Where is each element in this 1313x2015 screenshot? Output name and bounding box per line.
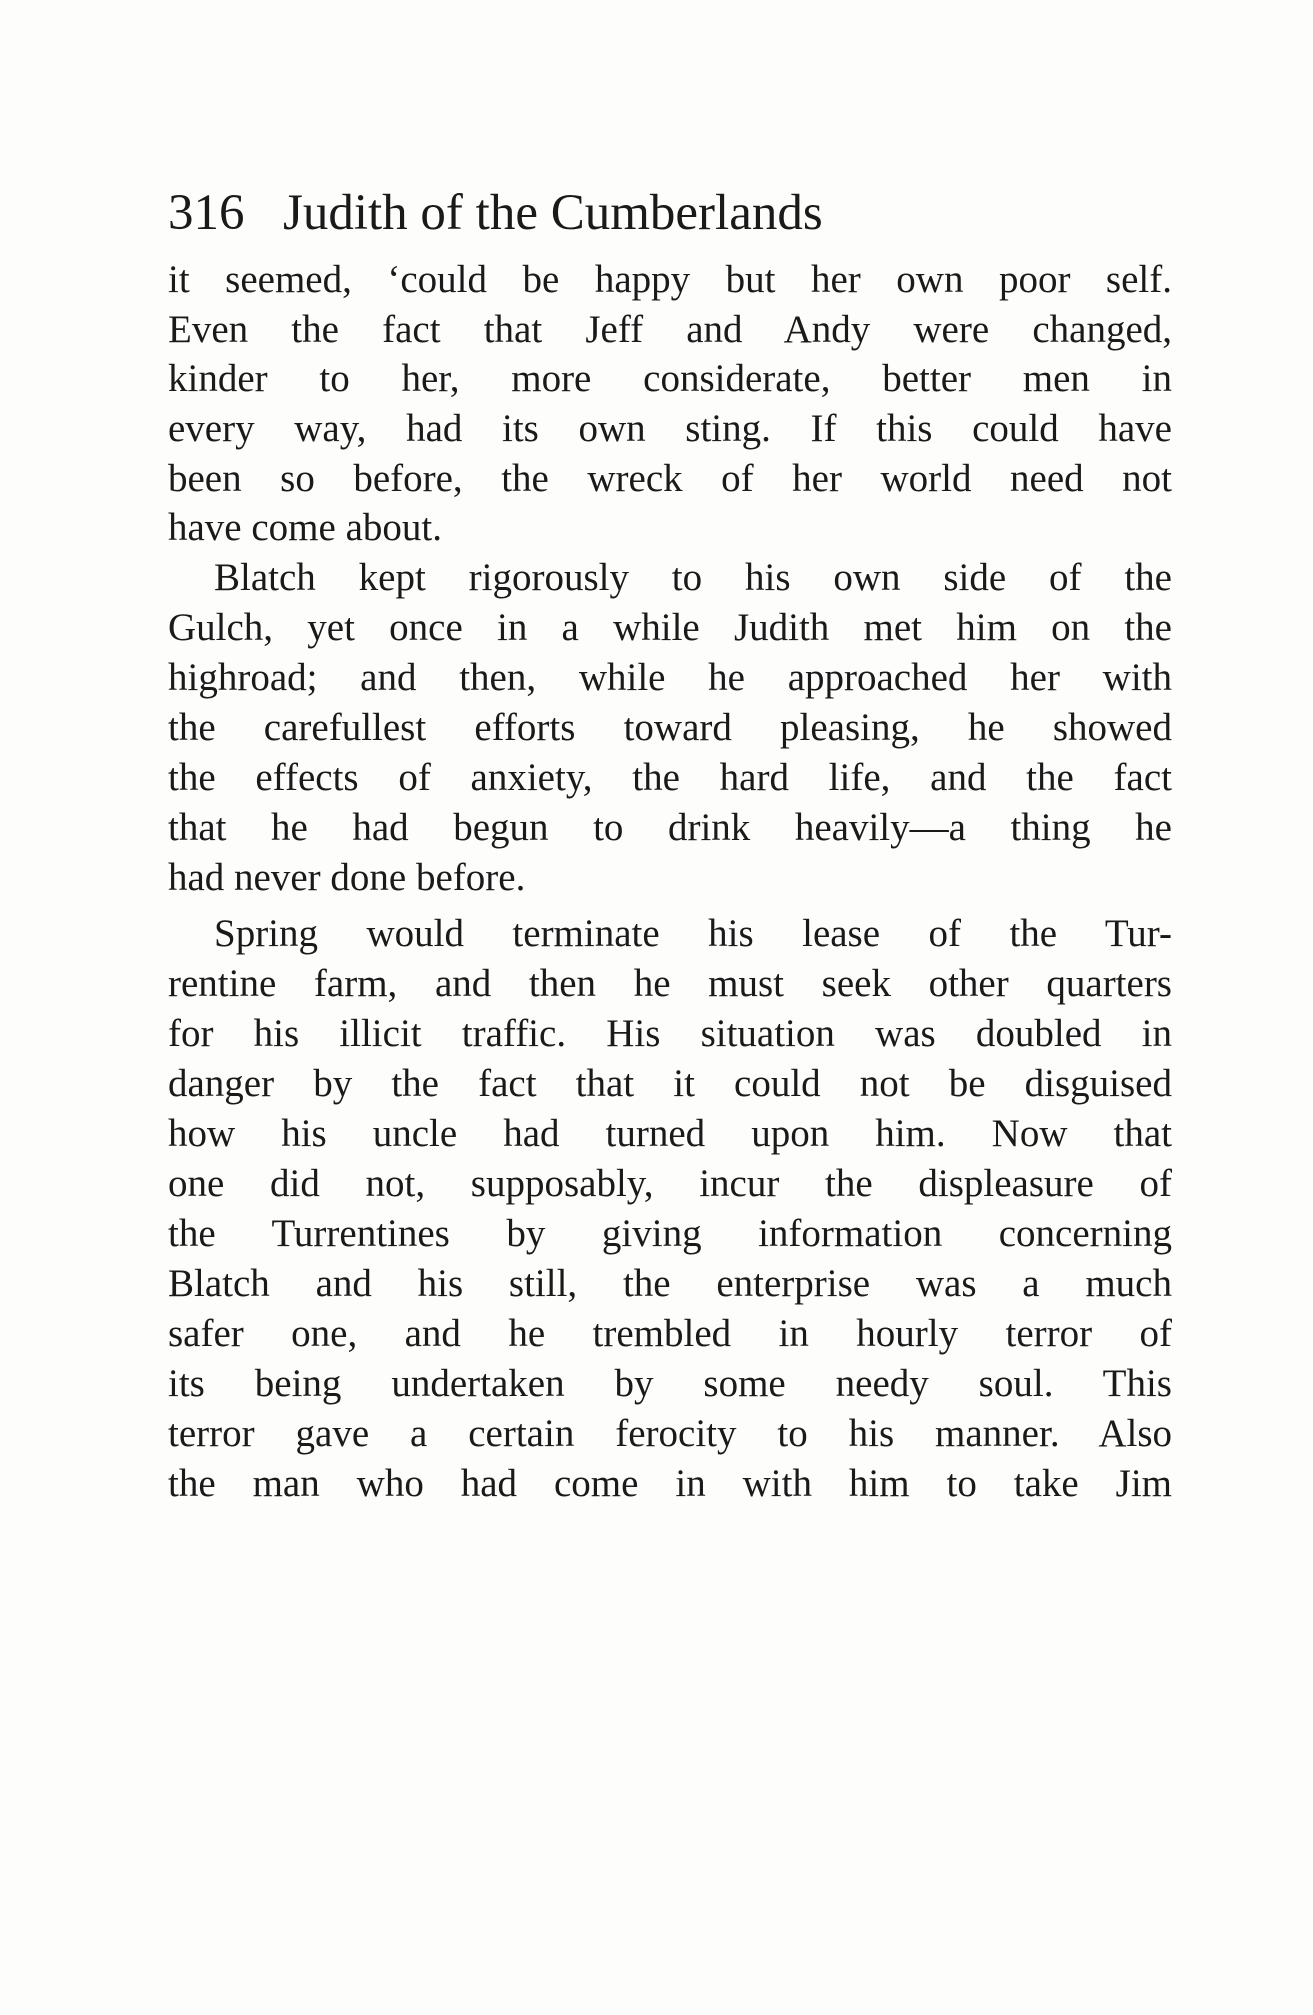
text-line: how his uncle had turned upon him. Now that <box>168 1112 1172 1155</box>
text-line: highroad; and then, while he approached her with <box>168 656 1172 699</box>
text-line: the man who had come in with him to take Jim <box>168 1462 1172 1505</box>
text-line: its being undertaken by some needy soul. This <box>168 1362 1172 1405</box>
text-line: Blatch kept rigorously to his own side of the <box>214 556 1172 599</box>
text-line: it seemed, ‘could be happy but her own poor self. <box>168 258 1172 301</box>
text-line: had never done before. <box>168 856 526 899</box>
book-title: Judith of the Cumberlands <box>283 185 823 241</box>
text-line: Even the fact that Jeff and Andy were changed, <box>168 308 1172 351</box>
text-line: been so before, the wreck of her world need not <box>168 457 1172 500</box>
text-line: every way, had its own sting. If this could have <box>168 407 1172 450</box>
text-line: the carefullest efforts toward pleasing, he showed <box>168 706 1172 749</box>
page-number: 316 <box>168 185 245 241</box>
text-line: have come about. <box>168 506 442 549</box>
text-line: kinder to her, more considerate, better men in <box>168 357 1172 400</box>
text-line: rentine farm, and then he must seek other quarters <box>168 962 1172 1005</box>
text-line: Blatch and his still, the enterprise was a much <box>168 1262 1172 1305</box>
text-line: that he had begun to drink heavily—a thing he <box>168 806 1172 849</box>
text-line: for his illicit traffic. His situation was doubled in <box>168 1012 1172 1055</box>
text-line: the effects of anxiety, the hard life, and the fact <box>168 756 1172 799</box>
text-line: terror gave a certain ferocity to his manner. Also <box>168 1412 1172 1455</box>
text-line: Spring would terminate his lease of the Tur- <box>214 912 1172 955</box>
text-line: Gulch, yet once in a while Judith met him on the <box>168 606 1172 649</box>
running-head <box>168 183 1168 243</box>
text-line: safer one, and he trembled in hourly terror of <box>168 1312 1172 1355</box>
text-line: danger by the fact that it could not be disguised <box>168 1062 1172 1105</box>
text-line: the Turrentines by giving information concerning <box>168 1212 1172 1255</box>
text-line: one did not, supposably, incur the displeasure of <box>168 1162 1172 1205</box>
